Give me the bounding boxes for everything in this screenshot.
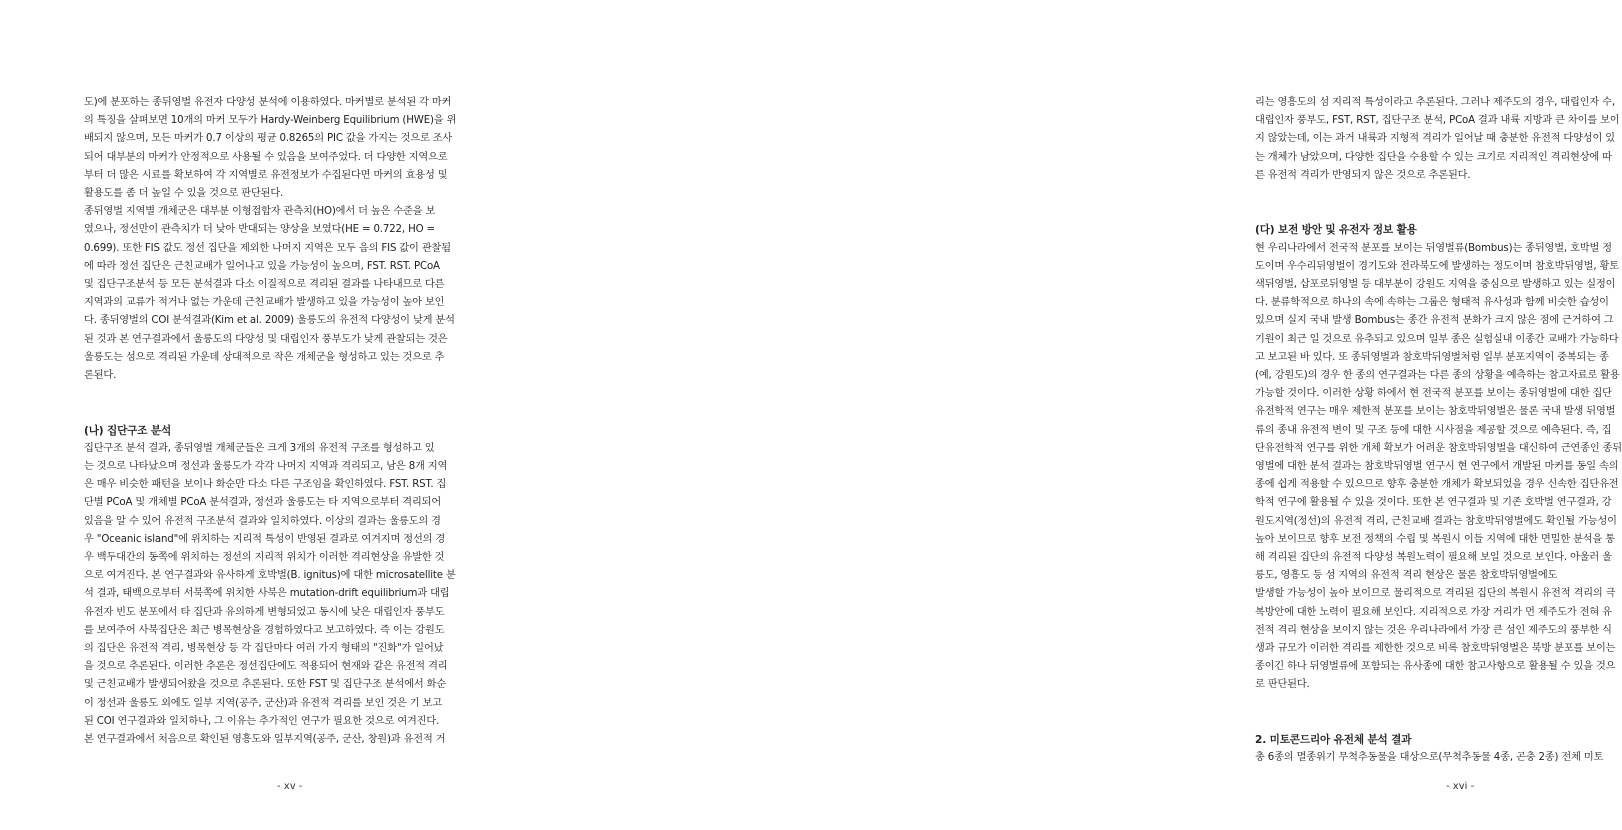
text-line: 복방안에 대한 노력이 필요해 보인다. 지리적으로 가장 거리가 먼 제주도가 전혀 유 — [1255, 606, 1612, 618]
text-line: 높아 보이므로 향후 보전 정책의 수립 및 복원시 이들 지역에 대한 면밀한 분석을 통 — [1255, 533, 1615, 545]
text-line: 집단구조 분석 결과, 종뒤영벌 개체군들은 크게 3개의 유전적 구조를 형성하고 있 — [84, 442, 435, 454]
text-line: 생과 규모가 이러한 격리를 제한한 것으로 비록 참호박뒤영벌은 북방 분포를 보이는 — [1255, 643, 1616, 654]
text-line: 우 백두대간의 동쪽에 위치하는 정선의 지리적 위치가 이러한 격리현상을 유발한 것 — [84, 552, 445, 563]
text-line: 다. 분류학적으로 하나의 속에 속하는 그룹은 형태적 유사성과 함께 비슷한 습성이 — [1255, 297, 1609, 309]
text-line: 지역과의 교류가 적거나 없는 가운데 근친교배가 발생하고 있을 가능성이 높아 보인 — [84, 297, 445, 309]
text-line: 유전자 빈도 분포에서 타 집단과 유의하게 변형되었고 동시에 낮은 대립인자 풍부도 — [84, 606, 445, 618]
text-line: 해 격리된 집단의 유전적 다양성 복원노력이 필요해 보일 것으로 보인다. 아울러 울 — [1255, 552, 1612, 563]
text-line: 이 정선과 울릉도 외에도 일부 지역(공주, 군산)과 유전적 격리를 보인 것은 기 보고 — [84, 697, 442, 709]
text-line: 및 집단구조분석 등 모든 분석결과 다소 이질적으로 격리된 결과를 나타내므로 다른 — [84, 279, 445, 290]
text-line: 의 집단은 유전적 격리, 병목현상 등 각 집단마다 여러 가지 형태의 "진화"가 일어났 — [84, 643, 444, 654]
text-line: 로 판단된다. — [1255, 679, 1310, 691]
text-line: 종에 쉽게 적용할 수 있으므로 향후 충분한 개체가 확보되었을 경우 신속한 집단유전 — [1255, 479, 1619, 491]
text-line: 단유전학적 연구를 위한 개체 확보가 어려운 참호박뒤영벌을 대신하여 근연종인 종뒤 — [1255, 442, 1622, 454]
text-line: 론된다. — [84, 370, 117, 381]
text-line: 리는 영흥도의 섬 지리적 특성이라고 추론된다. 그러나 제주도의 경우, 대립인자 수, — [1255, 97, 1615, 108]
text-line: 된 COI 연구결과와 일치하나, 그 이유는 추가적인 연구가 필요한 것으로 여겨진다. — [84, 715, 440, 727]
text-line: 릉도, 영흥도 등 섬 지역의 유전적 격리 현상은 물론 참호박뒤영벌에도 — [1255, 570, 1558, 582]
text-line: 지 않았는데, 이는 과거 내륙과 지형적 격리가 일어날 때 충분한 유전적 다양성이 있 — [1255, 133, 1615, 145]
text-line: 학적 연구에 활용될 수 있을 것이다. 또한 본 연구결과 및 기존 호박벌 연구결과, 강 — [1255, 497, 1612, 509]
text-line: 색뒤영벌, 삽포로뒤영벌 등 대부분이 강원도 지역을 중심으로 발생하고 있는 실정이 — [1255, 279, 1616, 290]
text-line: 본 연구결과에서 처음으로 확인된 영흥도와 일부지역(공주, 군산, 창원)과 유전적 거 — [84, 734, 446, 745]
left-page — [0, 0, 586, 830]
text-line: 원도지역(정선)의 유전적 격리, 근친교배 결과는 참호박뒤영벌에도 확인될 가능성이 — [1255, 515, 1617, 527]
left-page-number: - xv - — [277, 781, 303, 792]
text-line: (예, 강원도)의 경우 한 종의 연구결과는 다른 종의 상황을 예측하는 참고자료로 활용 — [1255, 370, 1620, 381]
text-line: 된 것과 본 연구결과에서 울릉도의 다양성 및 대립인자 풍부도가 낮게 관찰되는 것은 — [84, 333, 448, 345]
text-line: 울릉도는 섬으로 격리된 가운데 상대적으로 작은 개체군을 형성하고 있는 것으로 추 — [84, 351, 445, 363]
text-line: 석 결과, 태백으로부터 서북쪽에 위치한 사북은 mutation-drift equilibrium과 대립 — [84, 588, 450, 600]
text-line: 으로 여겨진다. 본 연구결과와 유사하게 호박벌(B. ignitus)에 대한 microsatellite 분 — [84, 570, 456, 582]
text-line: 종뒤영벌 지역별 개체군은 대부분 이형접합자 관측치(HO)에서 더 높은 수준을 보 — [84, 206, 436, 218]
text-line: 고 보고된 바 있다. 또 종뒤영벌과 참호박뒤영벌처럼 일부 분포지역이 중복되는 종 — [1255, 351, 1609, 363]
text-line: 는 것으로 나타났으며 정선과 울릉도가 각각 나머지 지역과 격리되고, 남은 8개 지역 — [84, 461, 448, 472]
text-line: 총 6종의 멸종위기 무척추동물을 대상으로(무척추동물 4종, 곤충 2종) 전체 미토 — [1255, 752, 1604, 764]
text-line: 였으나, 정선만이 관측치가 더 낮아 반대되는 양상을 보였다(HE = 0.722, HO = — [84, 224, 435, 236]
text-line: 되어 대부분의 마커가 안정적으로 사용될 수 있음을 보여주었다. 더 다양한 지역으로 — [84, 151, 448, 163]
text-line: 은 매우 비슷한 패턴을 보이나 화순만 다소 다른 구조임을 확인하였다. FST. RST. 집 — [84, 479, 447, 491]
text-line: 0.699). 또한 FIS 값도 정선 집단을 제외한 나머지 지역은 모두 음의 FIS 값이 관찰됨 — [84, 242, 451, 254]
text-line: 른 유전적 격리가 반영되지 않은 것으로 추론된다. — [1255, 169, 1471, 181]
text-line: 있으며 실지 국내 발생 Bombus는 종간 유전적 분화가 크지 않은 점에 근거하여 그 — [1255, 315, 1614, 327]
text-line: 을 것으로 추론된다. 이러한 추론은 정선집단에도 적용되어 현재와 같은 유전적 격리 — [84, 661, 448, 673]
text-line: 를 보여주어 사북집단은 최근 병목현상을 경험하였다고 보고하였다. 즉 이는 강원도 — [84, 624, 445, 636]
text-line: 도)에 분포하는 종뒤영벌 유전자 다양성 분석에 이용하였다. 마커별로 분석된 각 마커 — [84, 97, 452, 108]
text-line: 현 우리나라에서 전국적 분포를 보이는 뒤영벌류(Bombus)는 종뒤영벌, 호박벌 정 — [1255, 242, 1612, 254]
right-page — [586, 0, 1622, 830]
text-line: 있음을 알 수 있어 유전적 구조분석 결과와 일치하였다. 이상의 결과는 울릉도의 경 — [84, 515, 441, 527]
text-line: 발생할 가능성이 높아 보이므로 물리적으로 격리된 집단의 복원시 유전적 격리의 극 — [1255, 588, 1616, 600]
section-heading: 2. 미토콘드리아 유전체 분석 결과 — [1255, 734, 1412, 746]
text-line: 류의 종내 유전적 변이 및 구조 등에 대한 시사점을 제공할 것으로 예측된다. 즉, 집 — [1255, 424, 1612, 436]
text-line: 대립인자 풍부도, FST, RST, 집단구조 분석, PCoA 결과 내륙 지방과 큰 차이를 보이 — [1255, 115, 1620, 127]
text-line: 종이긴 하나 뒤영벌류에 포함되는 유사종에 대한 참고사항으로 활용될 수 있을 것으 — [1255, 661, 1616, 673]
text-line: 도이며 우수리뒤영벌이 경기도와 전라북도에 발생하는 정도이며 참호박뒤영벌, 황토 — [1255, 260, 1619, 272]
text-line: 부터 더 많은 시료를 확보하여 각 지역별로 유전정보가 수집된다면 마커의 효용성 및 — [84, 169, 448, 181]
section-heading: (나) 집단구조 분석 — [84, 424, 172, 437]
text-line: 유전학적 연구는 매우 제한적 분포를 보이는 참호박뒤영벌은 물론 국내 발생 뒤영벌 — [1255, 406, 1616, 418]
text-line: 가능할 것이다. 이러한 상황 하에서 현 전국적 분포를 보이는 종뒤영벌에 대한 집단 — [1255, 388, 1612, 400]
text-line: 단별 PCoA 및 개체별 PCoA 분석결과, 정선과 울릉도는 타 지역으로부터 격리되어 — [84, 497, 442, 509]
text-line: 기원이 최근 일 것으로 유추되고 있으며 일부 종은 실험실내 이종간 교배가 가능하다 — [1255, 333, 1619, 345]
text-line: 활용도를 좀 더 높일 수 있을 것으로 판단된다. — [84, 188, 284, 199]
text-line: 배되지 않으며, 모든 마커가 0.7 이상의 평균 0.8265의 PIC 값을 가지는 것으로 조사 — [84, 133, 453, 145]
text-line: 및 근친교배가 발생되어왔을 것으로 추론된다. 또한 FST 및 집단구조 분석에서 화순 — [84, 679, 447, 691]
text-line: 전적 격리 현상을 보이지 않는 것은 우리나라에서 가장 큰 섬인 제주도의 풍부한 식 — [1255, 624, 1612, 636]
text-line: 는 개체가 남았으며, 다양한 집단을 수용할 수 있는 크기로 지리적인 격리현상에 따 — [1255, 151, 1612, 163]
text-line: 우 "Oceanic island"에 위치하는 지리적 특성이 반영된 결과로 여겨지며 정선의 경 — [84, 533, 446, 545]
text-line: 에 따라 정선 집단은 근친교배가 일어나고 있을 가능성이 높으며, FST. RST. PCoA — [84, 260, 440, 272]
text-line: 영벌에 대한 분석 결과는 참호박뒤영벌 연구시 현 연구에서 개발된 마커를 동일 속의 — [1255, 461, 1619, 472]
text-line: 의 특징을 살펴보면 10개의 마커 모두가 Hardy-Weinberg Equilibrium (HWE)을 위 — [84, 115, 457, 127]
right-page-number: - xvi - — [1446, 781, 1475, 792]
text-line: 다. 종뒤영벌의 COI 분석결과(Kim et al. 2009) 울릉도의 유전적 다양성이 낮게 분석 — [84, 315, 455, 327]
section-heading: (다) 보전 방안 및 유전자 정보 활용 — [1255, 224, 1417, 237]
